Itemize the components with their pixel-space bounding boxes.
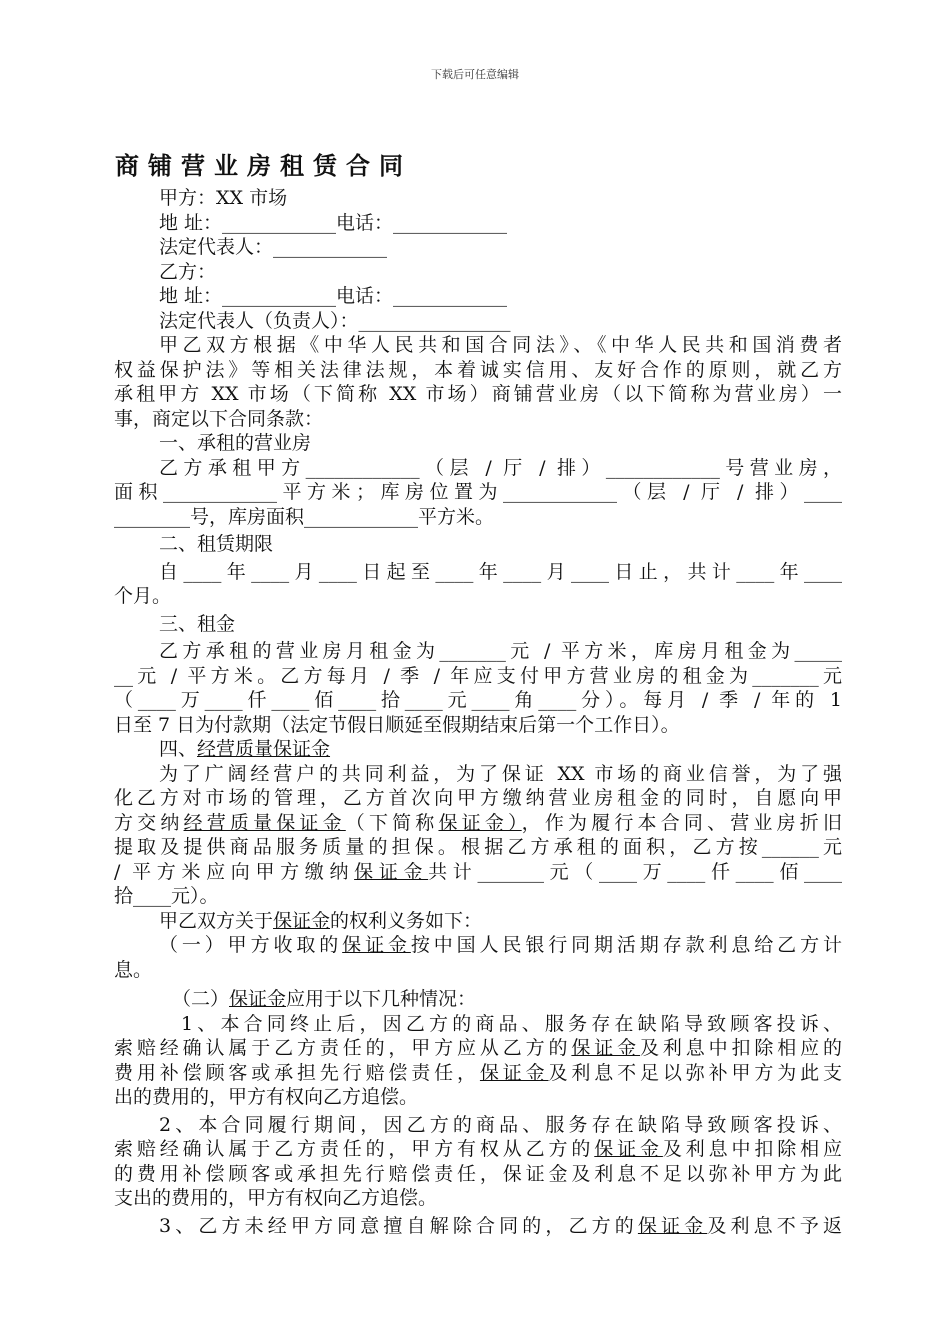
text-run: 2、本合同履行期间，因乙方的商品、服务存在缺陷导致顾客投诉、: [159, 1113, 842, 1136]
text-run: ，作为履行本合同、营业房折旧: [521, 811, 842, 834]
text-run: 索赔经确认属于乙方责任的，甲方应从乙方的: [114, 1037, 572, 1059]
text-line: [114, 909, 842, 934]
text-line: [114, 958, 842, 983]
text-run: 乙方：: [159, 260, 217, 283]
text-run: 应用于以下几种情况：: [286, 988, 477, 1010]
text-run: 一、承租的营业房: [159, 432, 312, 454]
text-run: / 平方米应向甲方缴纳: [114, 860, 355, 883]
text-run: 乙方承租的营业房月租金为_______元 / 平方米，库房月租金为_____: [159, 640, 842, 662]
text-run: 及利息不足以弥补甲方为此支: [548, 1061, 842, 1084]
text-line: [114, 762, 842, 787]
text-run: 索赔经确认属于乙方责任的，甲方有权从乙方的: [114, 1138, 595, 1160]
text-line: [114, 382, 842, 407]
text-line: [114, 1012, 842, 1037]
text-line: [114, 688, 842, 713]
text-line: [114, 987, 842, 1012]
text-line: [114, 211, 842, 236]
text-run: 共计_______元（____万____仟____佰____: [428, 860, 842, 883]
text-line: [114, 737, 842, 762]
text-line: [114, 884, 842, 909]
text-run: 息。: [114, 958, 153, 981]
text-line: [114, 186, 842, 211]
text-run: 拾____元）。: [114, 885, 219, 907]
text-run: 甲乙双方根据《中华人民共和国合同法》、《中华人民共和国消费者: [159, 334, 842, 356]
text-run: 3、乙方未经甲方同意擅自解除合同的，乙方的: [159, 1214, 638, 1237]
text-run: 提取及提供商品服务质量的担保。根据乙方承租的面积，乙方按______元: [114, 836, 842, 858]
contract-title: 商铺营业房租赁合同: [115, 152, 412, 180]
text-line: [114, 786, 842, 811]
text-line: [114, 358, 842, 383]
text-run: 地 址：____________电话：____________: [159, 211, 508, 234]
text-run: （____万____仟____佰____拾____元____角____分）。每月 / 季 / 年的 1: [114, 689, 842, 711]
text-run: 及利息不予返: [707, 1214, 842, 1237]
text-run: 法定代表人：____________: [159, 236, 388, 258]
text-line: [114, 1214, 842, 1239]
text-run: 乙方承租甲方____________（层 / 厅 / 排）____________号营业房，: [159, 456, 842, 479]
text-run: 二、租赁期限: [159, 533, 274, 555]
text-line: [114, 1061, 842, 1086]
text-run: 三、租金: [159, 612, 236, 635]
text-run: 四、: [159, 738, 198, 760]
text-run: 支出的费用的，甲方有权向乙方追偿。: [114, 1187, 438, 1209]
text-run: （下简称: [345, 811, 439, 834]
text-line: [114, 639, 842, 664]
text-run: 1、本合同终止后，因乙方的商品、服务存在缺陷导致顾客投诉、: [181, 1012, 842, 1035]
text-line: [114, 284, 842, 309]
text-run: 出的费用的，甲方有权向乙方追偿。: [114, 1086, 419, 1108]
text-line: [114, 1085, 842, 1110]
text-run: ________号，库房面积____________平方米。: [114, 505, 495, 528]
underlined-term: 保证金: [479, 1061, 549, 1084]
text-line: [114, 612, 842, 637]
text-line: [114, 333, 842, 358]
text-run: 权益保护法》等相关法律法规，本着诚实信用、友好合作的原则，就乙方: [114, 358, 842, 381]
text-run: 甲乙双方关于: [159, 909, 274, 932]
text-line: [114, 309, 842, 334]
underlined-term: 保证金: [342, 934, 411, 956]
text-run: 费用补偿顾客或承担先行赔偿责任，: [114, 1061, 480, 1084]
text-line: [114, 235, 842, 260]
text-run: 的费用补偿顾客或承担先行赔偿责任，保证金及利息不足以弥补甲方为此: [114, 1162, 842, 1185]
text-run: 及利息中扣除相应的: [640, 1037, 842, 1059]
text-run: 个月。: [114, 585, 172, 607]
text-line: [114, 1036, 842, 1061]
text-line: [114, 407, 842, 432]
underlined-term: 保证金: [229, 988, 287, 1010]
text-line: [114, 1186, 842, 1211]
text-line: [114, 260, 842, 285]
text-run: 的权利义务如下：: [330, 909, 483, 932]
text-run: 地 址：____________电话：____________: [159, 285, 508, 307]
text-run: 面积____________平方米；库房位置为____________（层 / 厅 / 排）____: [114, 481, 842, 503]
underlined-term: 保证金: [571, 1037, 640, 1059]
underlined-term: 保证金）: [438, 811, 522, 834]
text-run: 为了广阔经营户的共同利益，为了保证 XX 市场的商业信誉，为了强: [159, 762, 842, 785]
text-line: [114, 933, 842, 958]
underlined-term: 经营质量保证金: [183, 811, 346, 834]
text-line: [114, 713, 842, 738]
text-line: [114, 811, 842, 836]
text-run: 及利息中扣除相应: [662, 1138, 842, 1160]
contract-body: [114, 186, 842, 1238]
text-line: [114, 1162, 842, 1187]
text-run: 化乙方对市场的管理，乙方首次向甲方缴纳营业房租金的同时，自愿向甲: [114, 787, 842, 809]
page-header-note: 下载后可任意编辑: [431, 68, 519, 81]
text-line: [114, 1113, 842, 1138]
text-line: [114, 532, 842, 557]
text-line: [114, 860, 842, 885]
text-line: [114, 664, 842, 689]
underlined-term: 保证金: [354, 860, 429, 883]
text-run: （一）甲方收取的: [159, 934, 343, 956]
text-run: 法定代表人（负责人）：________________: [159, 309, 511, 332]
text-run: 方交纳: [114, 811, 184, 834]
text-run: （二）: [172, 988, 230, 1010]
text-run: 自____年____月____日起至____年____月____日止，共计____年____: [159, 560, 842, 583]
text-line: [114, 431, 842, 456]
text-line: [114, 560, 842, 585]
underlined-term: 保证金: [594, 1138, 663, 1160]
underlined-term: 保证金: [273, 909, 331, 932]
text-line: [114, 505, 842, 530]
text-line: [114, 456, 842, 481]
underlined-term: 经营质量保证金: [197, 738, 331, 760]
text-run: __元 / 平方米。乙方每月 / 季 / 年应支付甲方营业房的租金为_______元: [114, 664, 842, 687]
text-line: [114, 1137, 842, 1162]
text-line: [114, 835, 842, 860]
text-run: 日至 7 日为付款期（法定节假日顺延至假期结束后第一个工作日）。: [114, 713, 680, 736]
text-run: 甲方：XX 市场: [159, 187, 288, 209]
text-line: [114, 584, 842, 609]
text-run: 按中国人民银行同期活期存款利息给乙方计: [410, 934, 842, 956]
text-run: 事，商定以下合同条款：: [114, 407, 324, 430]
text-run: 承租甲方 XX 市场（下简称 XX 市场）商铺营业房（以下简称为营业房）一: [114, 383, 842, 405]
underlined-term: 保证金: [637, 1214, 708, 1237]
text-line: [114, 480, 842, 505]
